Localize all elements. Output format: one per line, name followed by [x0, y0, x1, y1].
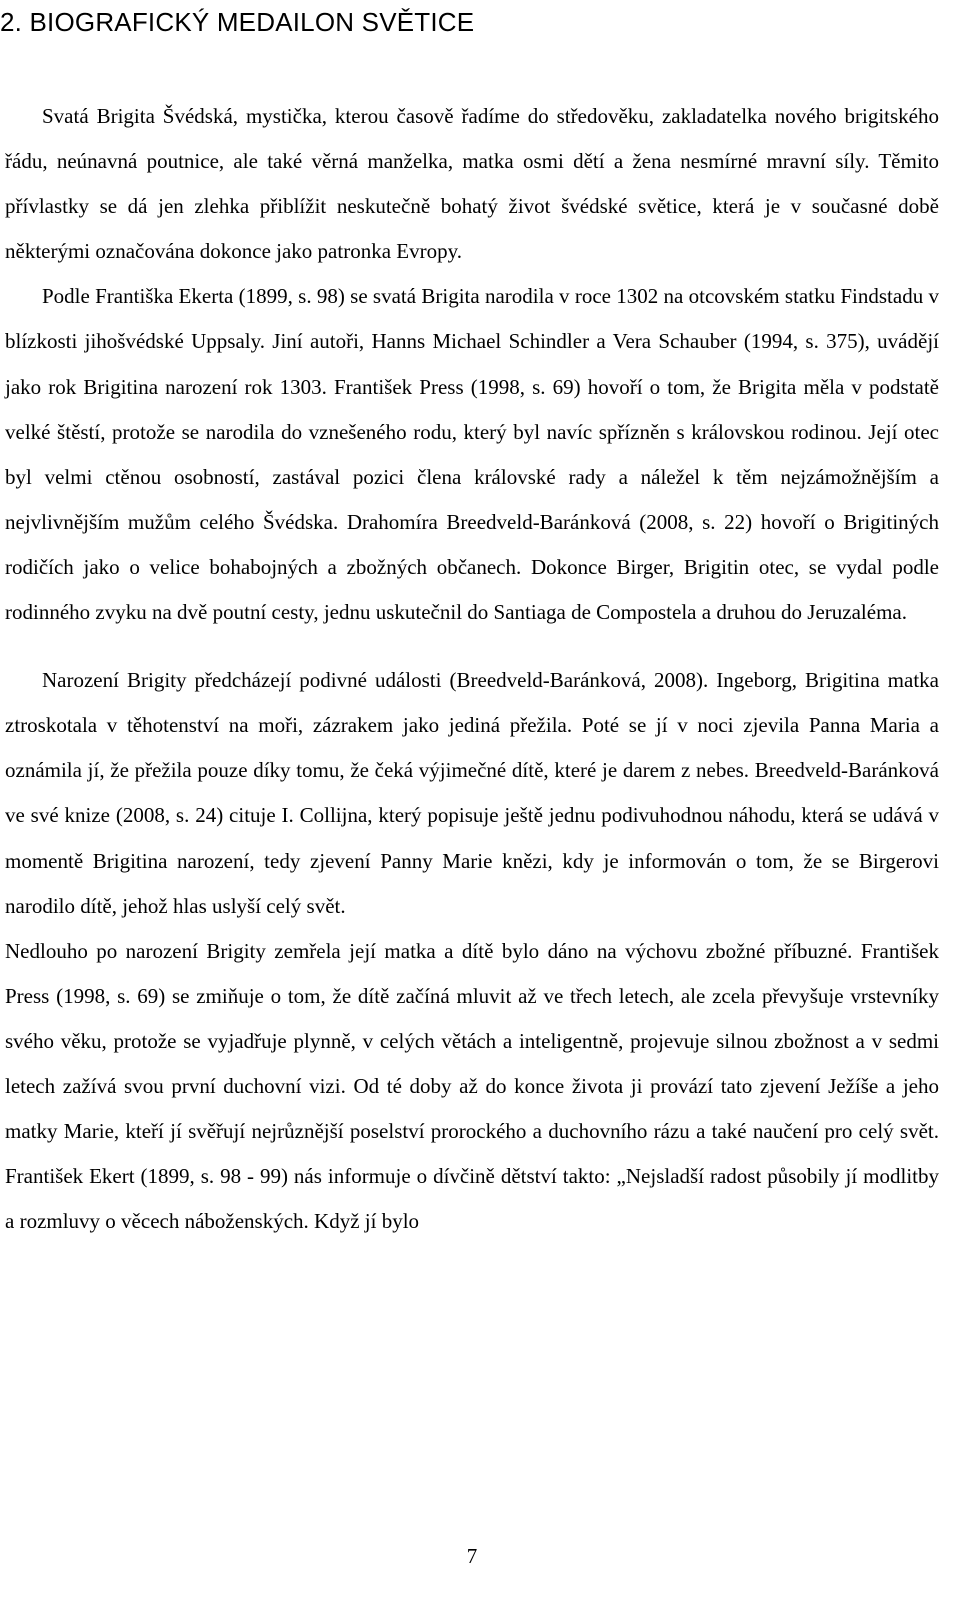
body-text: [5, 94, 939, 1244]
paragraph-birth-events: Narození Brigity předcházejí podivné události (Breedveld-Baránková, 2008). Ingeborg, Brigitina matka ztroskotala v těhotenství na moři, zázrakem jako jediná přežila. Poté se jí v noci zjevila Panna Maria a oznámila jí, že přežila pouze díky tomu, že čeká výjimečné dítě, které je darem z nebes. Breedveld-Baránková ve své knize (2008, s. 24) cituje I. Collijna, který popisuje ještě jednu podivuhodnou náhodu, která se udává v momentě Brigitina narození, tedy zjevení Panny Marie knězi, kdy je informován o tom, že se Birgerovi narodilo dítě, jehož hlas uslyší celý svět.: [5, 668, 939, 918]
chapter-heading: 2. BIOGRAFICKÝ MEDAILON SVĚTICE: [0, 7, 475, 37]
paragraph-intro: Svatá Brigita Švédská, mystička, kterou časově řadíme do středověku, zakladatelka nového brigitského řádu, neúnavná poutnice, ale také věrná manželka, matka osmi dětí a žena nesmírné mravní síly. Těmito přívlastky se dá jen zlehka přiblížit neskutečně bohatý život švédské světice, která je v současné době některými označována dokonce jako patronka Evropy.: [5, 104, 939, 264]
paragraph-childhood: Nedlouho po narození Brigity zemřela její matka a dítě bylo dáno na výchovu zbožné příbuzné. František Press (1998, s. 69) se zmiňuje o tom, že dítě začíná mluvit až ve třech letech, ale zcela převyšuje vrstevníky svého věku, protože se vyjadřuje plynně, v celých větách a inteligentně, projevuje silnou zbožnost a v sedmi letech zažívá svou první duchovní vizi. Od té doby až do konce života ji provází tato zjevení Ježíše a jeho matky Marie, kteří jí svěřují nejrůznější poselství prorockého a duchovního rázu a také naučení pro celý svět. František Ekert (1899, s. 98 - 99) nás informuje o dívčině dětství takto: „Nejsladší radost působily jí modlitby a rozmluvy o věcech náboženských. Když jí bylo: [5, 938, 939, 1234]
page-number: 7: [466, 1544, 478, 1568]
paragraph-birth-family: Podle Františka Ekerta (1899, s. 98) se svatá Brigita narodila v roce 1302 na otcovském statku Findstadu v blízkosti jihošvédské Uppsaly. Jiní autoři, Hanns Michael Schindler a Vera Schauber (1994, s. 375), uvádějí jako rok Brigitina narození rok 1303. František Press (1998, s. 69) hovoří o tom, že Brigita měla v podstatě velké štěstí, protože se narodila do vznešeného rodu, který byl navíc spřízněn s královskou rodinou. Její otec byl velmi ctěnou osobností, zastával pozici člena královské rady a náležel k těm nejzámožnějším a nejvlivnějším mužům celého Švédska. Drahomíra Breedveld-Baránková (2008, s. 22) hovoří o Brigitiných rodičích jako o velice bohabojných a zbožných občanech. Dokonce Birger, Brigitin otec, se vydal podle rodinného zvyku na dvě poutní cesty, jednu uskutečnil do Santiaga de Compostela a druhou do Jeruzaléma.: [5, 284, 939, 625]
